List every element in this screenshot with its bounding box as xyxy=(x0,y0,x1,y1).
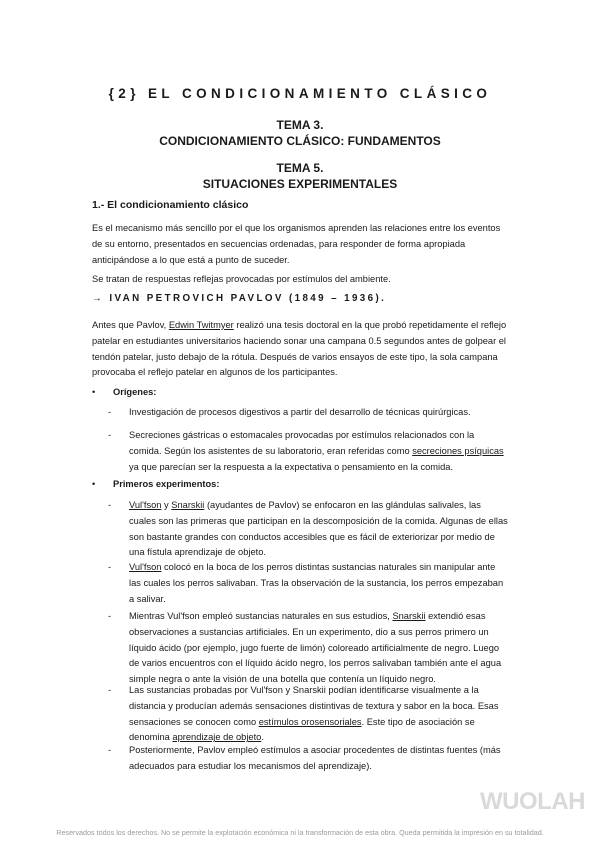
paragraph-reflejas: Se tratan de respuestas reflejas provocadas por estímulos del ambiente. xyxy=(92,274,391,284)
twitmyer-text-after: realizó una tesis doctoral en la que probó repetidamente el reflejo patelar en estudiantes universitarios haciendo sonar una campana 0.5 segundos antes de golpear el tendón patelar, justo debajo de la rótula. Después de varios ensayos de este tipo, la sola campana provocaba el reflejo patelar en algunos de los participantes. xyxy=(92,320,507,378)
origenes-item xyxy=(108,405,508,421)
section-title: {2} EL CONDICIONAMIENTO CLÁSICO xyxy=(108,86,492,101)
snarskii-link: Snarskii xyxy=(171,500,205,510)
wuolah-logo: WUOLAH xyxy=(480,788,585,815)
twitmyer-text-before: Antes que Pavlov, xyxy=(92,320,169,330)
dash-marker: - xyxy=(108,611,112,621)
orosensoriales-link: estímulos orosensoriales xyxy=(258,716,362,727)
primeros-item-text: Las sustancias probadas por Vul'fson y Snarskii podían identificarse visualmente a la distancia y producían además sensaciones distintivas de textura y sabor en la boca. Esas sensaciones se conocen como estímulos orosensoriales. Este tipo de asociación se denomina aprendizaje de objeto. xyxy=(129,685,499,743)
snarskii-link: Snarskii xyxy=(392,611,426,621)
primeros-item xyxy=(108,609,508,688)
secreciones-psiquicas-link: secreciones psíquicas xyxy=(412,445,504,456)
tema5-heading xyxy=(0,160,600,192)
twitmyer-link: Edwin Twitmyer xyxy=(168,320,234,330)
origenes-item-text: Investigación de procesos digestivos a partir del desarrollo de técnicas quirúrgicas. xyxy=(129,407,471,417)
dash-marker: - xyxy=(108,685,112,695)
dash-marker: - xyxy=(108,562,112,572)
paragraph-definition: Es el mecanismo más sencillo por el que los organismos aprenden las relaciones entre los eventos de su entorno, presentados en secuencias ordenadas, para responder de forma apropiada anticipándose a lo que está a punto de suceder. xyxy=(92,223,501,265)
bullet-dot: • xyxy=(92,387,96,397)
primeros-label: Primeros experimentos: xyxy=(113,479,220,489)
primeros-item xyxy=(108,498,508,561)
primeros-item xyxy=(108,743,508,775)
tema3-title: CONDICIONAMIENTO CLÁSICO: FUNDAMENTOS xyxy=(159,134,441,148)
aprendizaje-objeto-link: aprendizaje de objeto xyxy=(172,732,262,743)
primeros-item xyxy=(108,560,508,607)
tema5-title: SITUACIONES EXPERIMENTALES xyxy=(202,177,398,191)
heading-condicionamiento: 1.- El condicionamiento clásico xyxy=(92,199,249,211)
tema5-number: TEMA 5. xyxy=(276,161,324,175)
dash-marker: - xyxy=(108,745,112,755)
paragraph-twitmyer xyxy=(92,318,512,381)
origenes-item-text: Secreciones gástricas o estomacales provocadas por estímulos relacionados con la comida. Según los asistentes de su laboratorio, eran referidas como secreciones psíquicas ya que parecían ser la respuesta a la expectativa o pensamiento en la comida. xyxy=(129,430,504,472)
primeros-item-text: Vul'fson colocó en la boca de los perros distintas sustancias naturales sin manipular ante las cuales los perros salivaban. Tras la observación de la sustancia, los perros empezaban a salivar. xyxy=(129,562,504,604)
primeros-item-text: Posteriormente, Pavlov empleó estímulos a asociar procedentes de distintas fuentes (más adecuados para estudiar los mecanismos del aprendizaje). xyxy=(129,745,501,771)
vulfson-link: Vul'fson xyxy=(129,562,162,572)
primeros-item-text: Vul'fson y Snarskii (ayudantes de Pavlov) se enfocaron en las glándulas salivales, las cuales son las primeras que participan en la descomposición de la comida. Algunas de ellas son bastante grandes con conductos accesibles que es fácil de exteriorizar por medio de una fístula aprendizaje de objeto. xyxy=(129,500,508,558)
tema3-heading xyxy=(0,117,600,149)
dash-marker: - xyxy=(108,407,112,417)
origenes-label: Orígenes: xyxy=(113,387,157,397)
origenes-item xyxy=(108,428,508,475)
dash-marker: - xyxy=(108,430,112,440)
tema3-number: TEMA 3. xyxy=(276,118,324,132)
primeros-item-text: Mientras Vul'fson empleó sustancias naturales en sus estudios, Snarskii extendió esas observaciones a sustancias artificiales. En un experimento, dio a sus perros primero un líquido ácido (por ejemplo, jugo fuerte de limón) coloreado artificialmente de negro. Luego de varios encuentros con el líquido ácido negro, los perros salivaban también ante el agua simple negra o ante la visión de una botella que contenía un líquido negro. xyxy=(129,611,502,685)
footer-notice: Reservados todos los derechos. No se permite la explotación económica ni la transformación de esta obra. Queda permitida la impresión en su totalidad. xyxy=(56,828,544,837)
vulfson-link: Vul'fson xyxy=(129,500,162,510)
bullet-dot: • xyxy=(92,479,96,489)
dash-marker: - xyxy=(108,500,112,510)
primeros-item xyxy=(108,683,508,746)
pavlov-heading: → IVAN PETROVICH PAVLOV (1849 – 1936). xyxy=(92,293,387,304)
